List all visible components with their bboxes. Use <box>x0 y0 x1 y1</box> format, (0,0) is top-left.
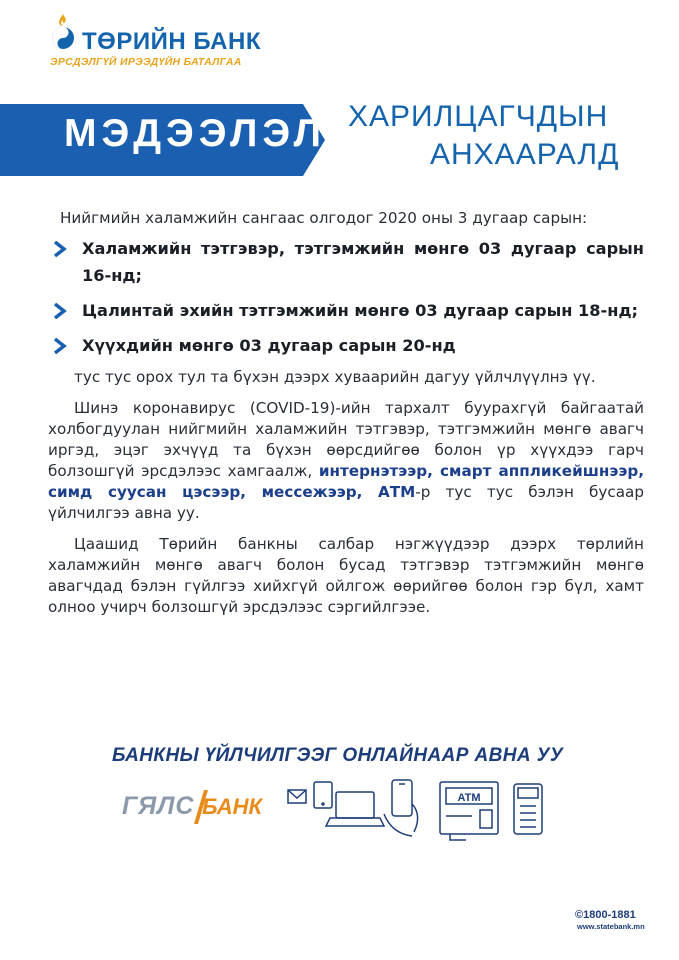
bullet-text: Халамжийн тэтгэвэр, тэтгэмжийн мөнгө 03 дугаар сарын 16-нд; <box>82 239 644 285</box>
atm-icon <box>440 782 498 840</box>
gyals-logo-bank: БАНК <box>202 794 263 819</box>
bullet-text: Цалинтай эхийн тэтгэмжийн мөнгө 03 дугаар сарын 18-нд; <box>82 301 639 320</box>
chevron-right-icon <box>52 338 68 354</box>
tablet-icon <box>314 782 332 808</box>
soyombo-icon <box>48 12 78 52</box>
schedule-note: тус тус орох тул та бүхэн дээрх хуваарийн дагуу үйлчлүүлнэ үү. <box>74 368 596 386</box>
banner-subtitle <box>348 98 648 174</box>
hotline-number: ©1800-1881 <box>575 909 636 921</box>
banner-subtitle-line2: АНХААРАЛД <box>430 138 620 171</box>
intro-text: Нийгмийн халамжийн сангаас олгодог 2020 оны 3 дугаар сарын: <box>60 209 588 227</box>
covid-paragraph <box>48 398 644 524</box>
banner-title: МЭДЭЭЛЭЛ <box>64 112 327 155</box>
chevron-right-icon <box>52 241 68 257</box>
banner-subtitle-line1: ХАРИЛЦАГЧДЫН <box>348 100 609 133</box>
bank-slogan: ЭРСДЭЛГҮЙ ИРЭЭДҮЙН БАТАЛГАА <box>50 56 242 68</box>
atm-label: ATM <box>457 792 481 804</box>
channels-highlight: интернэтээр, смарт аппликейшнээр, симд суусан цэсээр, мессежээр, АТМ <box>48 462 645 501</box>
online-service-slogan: БАНКНЫ ҮЙЛЧИЛГЭЭГ ОНЛАЙНААР АВНА УУ <box>112 745 564 766</box>
service-channels-illustration <box>280 776 580 846</box>
pos-terminal-icon <box>514 784 542 834</box>
gyals-bank-logo <box>122 790 276 826</box>
bullet-item <box>48 332 644 359</box>
website-link[interactable]: www.statebank.mn <box>577 922 645 931</box>
chevron-right-icon <box>52 303 68 319</box>
covid-paragraph-end: -р тус тус бэлэн бусаар үйлчилгээ авна уу. <box>48 483 644 522</box>
bank-name: ТӨРИЙН БАНК <box>82 28 261 55</box>
branch-paragraph: Цаашид Төрийн банкны салбар нэгжүүдээр дээрх төрлийн халамжийн мөнгө авагч болон бусад тэтгэвэр тэтгэмжийн мөнгө авагчдад бэлэн гүйлгээ хийхгүй ойлгож өөрийгөө болон гэр бүл, хамт олноо учирч болзошгүй эрсдэлээс сэргийлгээе. <box>48 535 644 616</box>
bank-logo <box>48 12 288 70</box>
bullet-text: Хүүхдийн мөнгө 03 дугаар сарын 20-нд <box>82 336 456 355</box>
bullet-item <box>48 297 644 324</box>
covid-paragraph-start: Шинэ коронавирус (COVID-19)-ийн тархалт буурахгүй байгаатай холбогдуулан нийгмийн халамжийн тэтгэвэр, тэтгэмжийн мөнгө авагч иргэд, эцэг эхчүүд та бүхэн өөрсдийгөө болон үр хүүхдээ гарч болзошгүй эрсдэлээс хамгаалж, <box>48 399 644 480</box>
envelope-icon <box>288 790 306 803</box>
bullet-item <box>48 235 644 289</box>
laptop-icon <box>326 792 384 826</box>
gyals-logo-word: ГЯЛС <box>122 792 195 820</box>
smartphone-icon <box>384 780 418 836</box>
notice-body <box>48 208 644 628</box>
